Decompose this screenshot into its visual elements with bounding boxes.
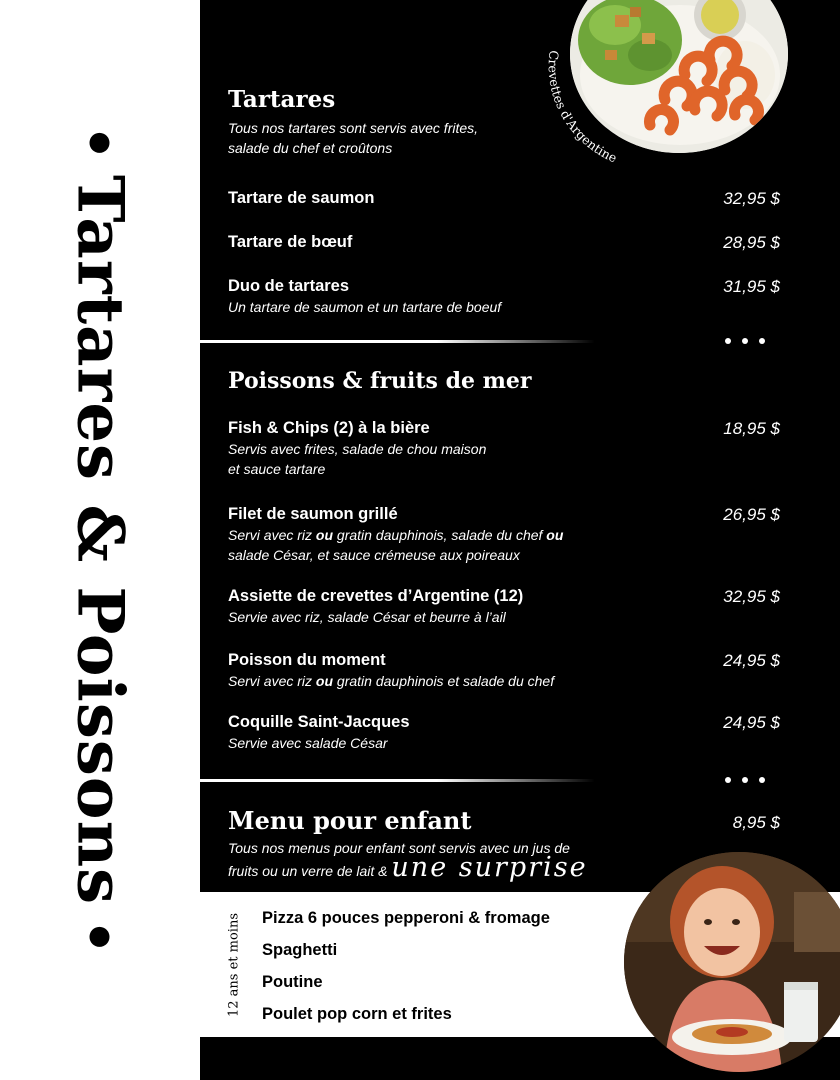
kids-item: Pizza 6 pouces pepperoni & fromage bbox=[262, 909, 550, 927]
age-label: 12 ans et moins bbox=[226, 912, 242, 1018]
kids-item: Poutine bbox=[262, 973, 323, 991]
bullet-dot bbox=[90, 927, 110, 947]
menu-item-price: 24,95 $ bbox=[723, 713, 780, 732]
kids-item: Poulet pop corn et frites bbox=[262, 1005, 452, 1023]
menu-item-description: Servis avec frites, salade de chou maison et sauce tartare bbox=[228, 441, 487, 477]
menu-item-price: 24,95 $ bbox=[723, 651, 780, 670]
menu-item-description: Servi avec riz ou gratin dauphinois, salade du chef ou salade César, et sauce crémeuse aux poireaux bbox=[228, 527, 564, 563]
menu-item-price: 8,95 $ bbox=[732, 813, 780, 832]
photo-caption bbox=[520, 30, 660, 180]
menu-item-price: 31,95 $ bbox=[723, 277, 780, 296]
page-title: Tartares & Poissons bbox=[62, 174, 138, 906]
child-eating-spaghetti-photo bbox=[624, 852, 840, 1072]
bullet-dot bbox=[90, 133, 110, 153]
section-divider bbox=[200, 340, 595, 343]
poissons-heading: Poissons & fruits de mer bbox=[228, 368, 532, 394]
tartares-description: Tous nos tartares sont servis avec frites, salade du chef et croûtons bbox=[228, 120, 479, 156]
menu-item-price: 18,95 $ bbox=[723, 419, 780, 438]
menu-item-name: Duo de tartares bbox=[228, 277, 350, 295]
ellipsis-decoration bbox=[725, 777, 765, 783]
menu-item-price: 28,95 $ bbox=[723, 233, 780, 252]
menu-item-description: Servie avec salade César bbox=[228, 735, 388, 751]
menu-item-description: Un tartare de saumon et un tartare de boeuf bbox=[228, 299, 502, 315]
svg-text:Crevettes d'Argentine bbox=[546, 50, 620, 166]
menu-item-name: Fish & Chips (2) à la bière bbox=[228, 419, 430, 437]
menu-item-description: Servi avec riz ou gratin dauphinois et salade du chef bbox=[228, 673, 555, 689]
photo-caption-text: Crevettes d'Argentine bbox=[545, 49, 620, 166]
menu-item-name: Assiette de crevettes d’Argentine (12) bbox=[228, 587, 524, 605]
menu-item-price: 26,95 $ bbox=[723, 505, 780, 524]
ellipsis-decoration bbox=[725, 338, 765, 344]
menu-item-name: Tartare de saumon bbox=[228, 189, 375, 207]
surprise-text: une surprise bbox=[391, 852, 588, 883]
menu-item-price: 32,95 $ bbox=[723, 189, 780, 208]
kids-item: Spaghetti bbox=[262, 941, 338, 959]
menu-item-name: Coquille Saint-Jacques bbox=[228, 713, 410, 731]
menu-item-name: Poisson du moment bbox=[228, 651, 386, 669]
enfant-description: Tous nos menus pour enfant sont servis avec un jus de fruits ou un verre de lait & une surprise bbox=[228, 840, 588, 883]
tartares-heading: Tartares bbox=[228, 86, 336, 113]
menu-item-price: 32,95 $ bbox=[723, 587, 780, 606]
menu-item-name: Filet de saumon grillé bbox=[228, 505, 398, 523]
side-title bbox=[0, 0, 200, 1080]
enfant-heading: Menu pour enfant bbox=[228, 806, 472, 835]
section-divider bbox=[200, 779, 595, 782]
menu-item-name: Tartare de bœuf bbox=[228, 233, 353, 251]
menu-item-description: Servie avec riz, salade César et beurre à l’ail bbox=[228, 609, 506, 625]
